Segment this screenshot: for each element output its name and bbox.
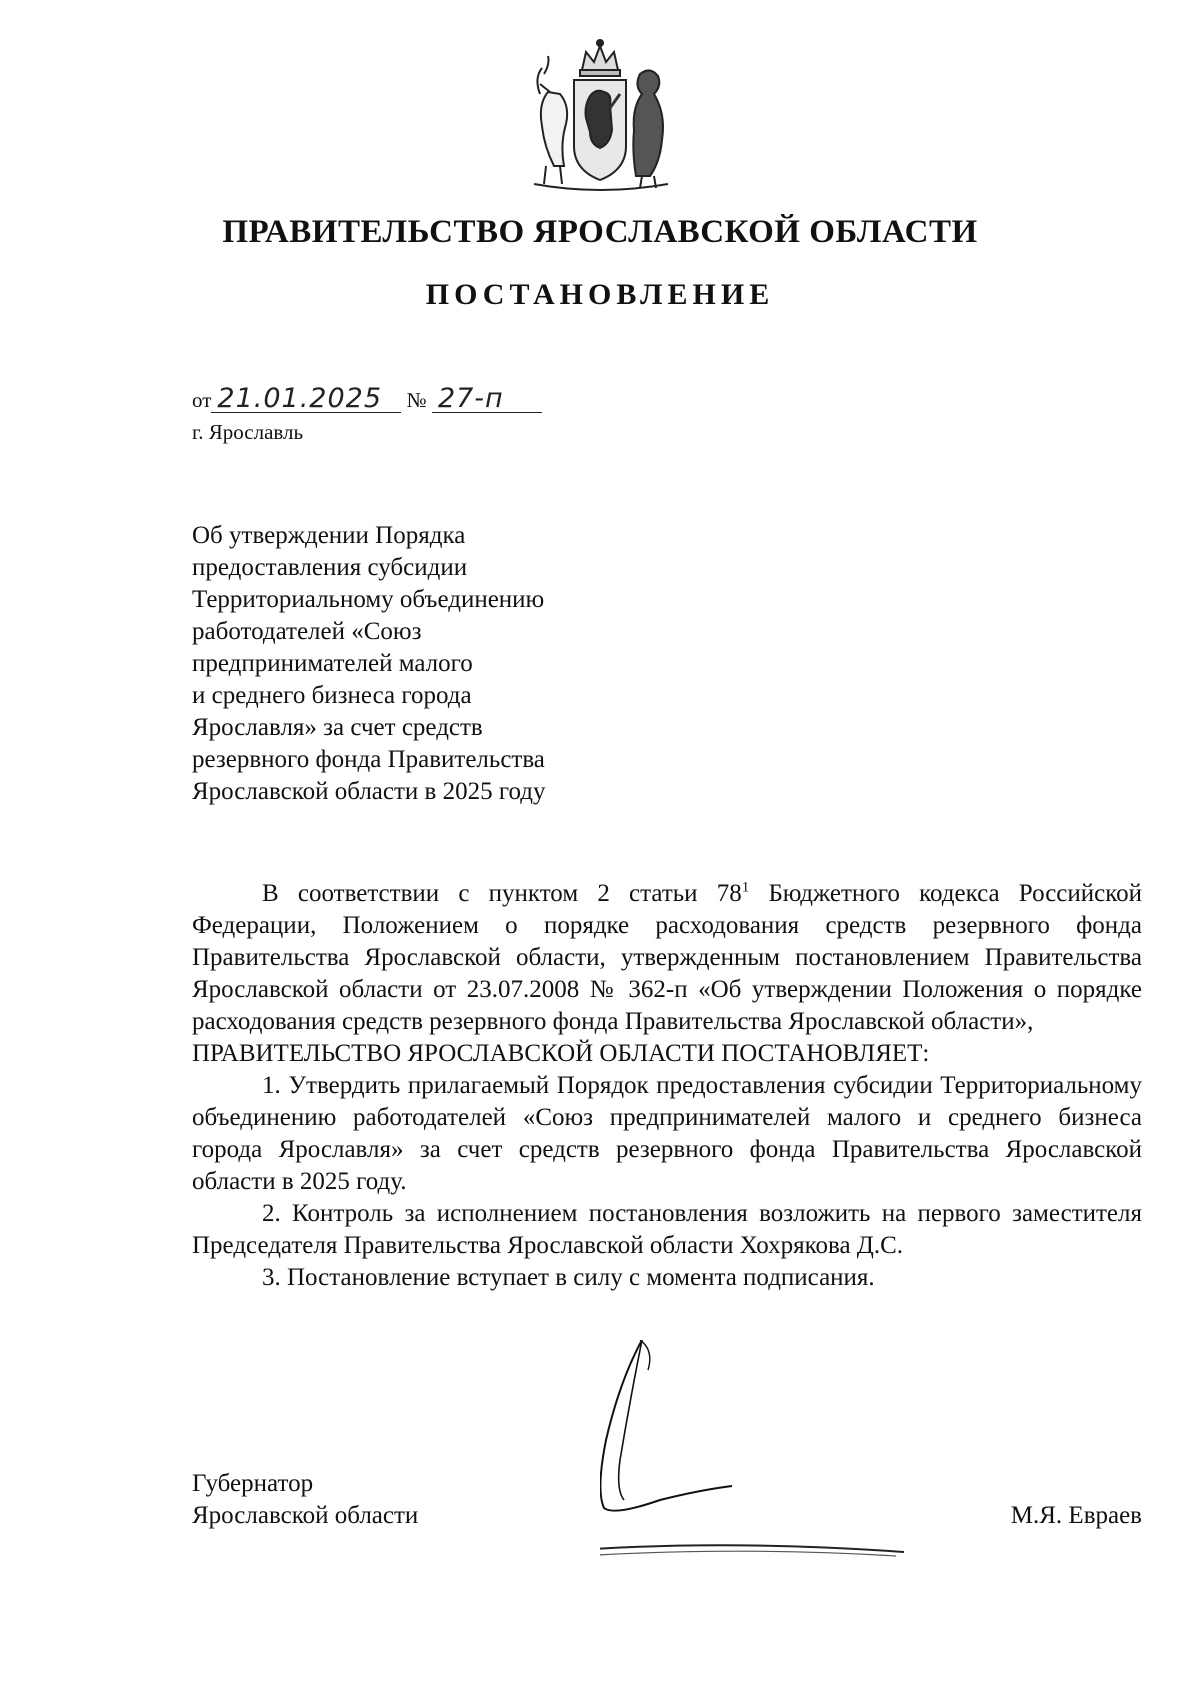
preamble-text-continued: Бюджетного кодекса Российской Федерации, Положением о порядке расходования средств резервного фонда Правительства Ярославской области, утвержденным постановлением Правительства Ярославской области от 23.07.2008 № 362-п «Об утверждении Положения о порядке расходования средств резервного фонда Правительства Ярославской области», (192, 880, 1143, 1035)
subject-line: Ярославля» за счет средств (192, 714, 483, 741)
handwritten-signature-icon (600, 1340, 1000, 1600)
subject-block (192, 520, 672, 808)
yaroslavl-coat-of-arms-icon (520, 34, 680, 194)
subject-line: и среднего бизнеса города (192, 682, 472, 709)
document-type: ПОСТАНОВЛЕНИЕ (425, 278, 775, 311)
subject-line: резервного фонда Правительства (192, 746, 545, 773)
decree-line: ПРАВИТЕЛЬСТВО ЯРОСЛАВСКОЙ ОБЛАСТИ ПОСТАНОВЛЯЕТ: (192, 1040, 930, 1067)
position-line: Губернатор (192, 1470, 314, 1497)
subject-line: Об утверждении Порядка (192, 522, 466, 549)
position-line: Ярославской области (192, 1502, 419, 1529)
preamble-text: В соответствии с пунктом 2 статьи 78 (262, 880, 742, 907)
subject-line: Ярославской области в 2025 году (192, 778, 546, 805)
signatory-position (192, 1468, 418, 1532)
date-prefix: от (192, 388, 212, 412)
signatory-name: М.Я. Евраев (1010, 1502, 1142, 1529)
government-title: ПРАВИТЕЛЬСТВО ЯРОСЛАВСКОЙ ОБЛАСТИ (222, 214, 978, 250)
number-field: 27-п (432, 386, 542, 413)
item-1-paragraph: 1. Утвердить прилагаемый Порядок предоставления субсидии Территориальному объединению работодателей «Союз предпринимателей малого и среднего бизнеса города Ярославля» за счет средств резервного фонда Правительства Ярославской области в 2025 году. (192, 1072, 1142, 1195)
city: г. Ярославль (192, 420, 304, 444)
document-body (192, 878, 1142, 1294)
date-field: 21.01.2025 (211, 386, 401, 413)
preamble-paragraph (192, 878, 1142, 1038)
subject-line: Территориальному объединению (192, 586, 545, 613)
subject-line: работодателей «Союз (192, 618, 422, 645)
date-number-row (192, 383, 542, 414)
item-2-paragraph: 2. Контроль за исполнением постановления возложить на первого заместителя Председателя Правительства Ярославской области Хохрякова Д.С. (192, 1200, 1142, 1259)
subject-line: предоставления субсидии (192, 554, 468, 581)
subject-line: предпринимателей малого (192, 650, 473, 677)
number-prefix: № (406, 388, 427, 412)
item-3-paragraph: 3. Постановление вступает в силу с момента подписания. (262, 1264, 875, 1291)
article-superscript: 1 (741, 879, 750, 896)
